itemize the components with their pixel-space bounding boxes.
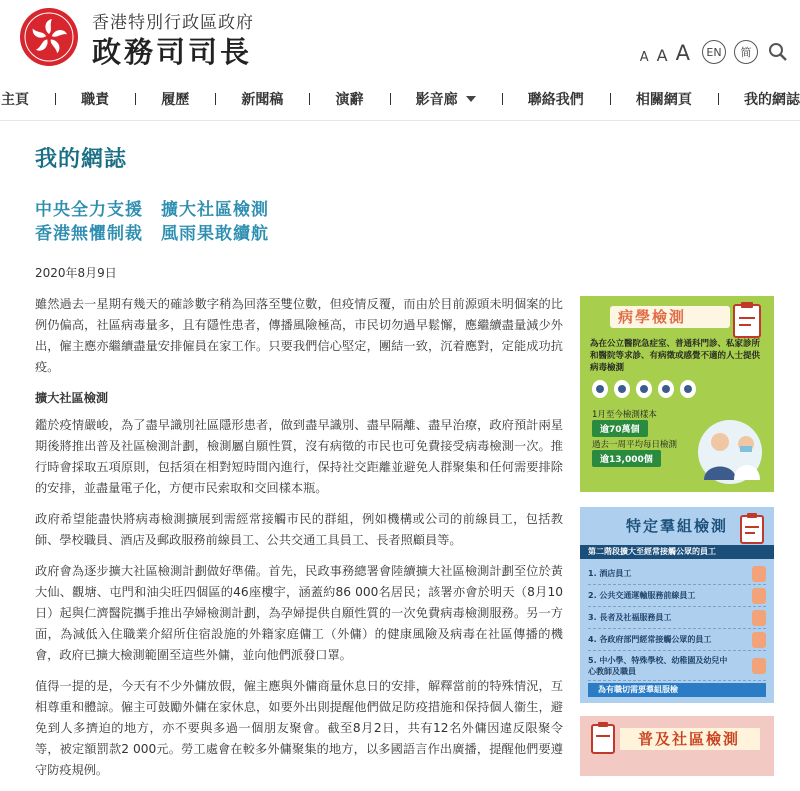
nav-related-links[interactable]: 相關網頁 bbox=[636, 89, 692, 109]
person-icon bbox=[636, 380, 652, 398]
font-size-medium-button[interactable]: A bbox=[657, 48, 668, 64]
nav-duties[interactable]: 職責 bbox=[81, 89, 109, 109]
worker-icon bbox=[752, 658, 766, 674]
nav-media-gallery-label: 影音廊 bbox=[416, 89, 458, 109]
headline-line-1: 中央全力支援 擴大社區檢測 bbox=[35, 198, 269, 222]
government-name: 香港特別行政區政府 bbox=[92, 8, 254, 33]
article-paragraph: 值得一提的是，今天有不少外傭放假，僱主應與外傭商量休息日的安排，解釋當前的特殊情況，互相尊重和體諒。僱主可鼓勵外傭在家休息，如要外出則提醒他們做足防疫措施和保持個人衞生，避免到人多擠迫的地方，亦不要與多過一個朋友聚會。截至8月2日，共有12名外傭因違反限聚令等，被定額罰款2 000元。勞工處會在較多外傭聚集的地方，以多國語言作出廣播，提醒他們要遵守防疫規例。 bbox=[35, 676, 563, 781]
nav-contact-us[interactable]: 聯絡我們 bbox=[528, 89, 584, 109]
targeted-group-testing-card[interactable] bbox=[580, 507, 774, 703]
list-item bbox=[588, 563, 766, 585]
list-item bbox=[588, 607, 766, 629]
headline-line-2: 香港無懼制裁 風雨果敢續航 bbox=[35, 222, 269, 246]
blog-headline bbox=[35, 198, 269, 246]
list-item bbox=[588, 585, 766, 607]
article-body bbox=[35, 294, 563, 791]
card-title: 普及社區檢測 bbox=[638, 728, 740, 750]
list-item-label: 2. 公共交通運輸服務前線員工 bbox=[588, 590, 695, 601]
list-item-label: 4. 各政府部門經常接觸公眾的員工 bbox=[588, 634, 711, 645]
nav-my-blog[interactable]: 我的網誌 bbox=[744, 89, 800, 109]
article-paragraph: 鑑於疫情嚴峻，為了盡早識別社區隱形患者，做到盡早識別、盡早隔離、盡早治療，政府預計兩星期後將推出普及社區檢測計劃，檢測屬自願性質，沒有病徵的市民也可免費接受病毒檢測一次。推行時會採取五項原則，包括須在相對短時間內進行，保持社交距離並避免人群聚集和任何需要排除的安排，並盡量電子化，方便市民索取和交回樣本瓶。 bbox=[35, 415, 563, 499]
nav-media-gallery[interactable] bbox=[416, 89, 476, 109]
stat-value: 逾70萬個 bbox=[592, 420, 648, 437]
list-item-label: 5. 中小學、特殊學校、幼稚園及幼兒中心教師及職員 bbox=[588, 655, 728, 677]
group-list bbox=[588, 563, 766, 681]
article-paragraph: 政府會為逐步擴大社區檢測計劃做好準備。首先，民政事務總署會陸續擴大社區檢測計劃至位於黃大仙、觀塘、屯門和油尖旺四個區的46座樓宇，涵蓋約86 000名居民；該署亦會於明天（8月10日）起與仁濟醫院攜手推出孕婦檢測計劃，為孕婦提供自願性質的一次免費病毒檢測服務。另一方面，為減低入住職業介紹所住宿設施的外籍家庭傭工（外傭）的健康風險及病毒在社區傳播的機會，政府已擴大檢測範圍至這些外傭，並向他們派發口罩。 bbox=[35, 561, 563, 666]
font-size-large-button[interactable]: A bbox=[676, 43, 690, 64]
main-navigation bbox=[0, 84, 800, 114]
pathology-testing-card[interactable] bbox=[580, 296, 774, 492]
worker-icon bbox=[752, 610, 766, 626]
card-description: 為在公立醫院急症室、普通科門診、私家診所和醫院等求診、有病徵或感覺不適的人士提供病毒檢測 bbox=[590, 338, 768, 374]
card-footer: 為有職切需要羣組服檢 bbox=[588, 683, 766, 697]
list-item bbox=[588, 651, 766, 681]
search-button[interactable] bbox=[766, 40, 790, 64]
header-tools bbox=[640, 40, 790, 64]
nav-home[interactable]: 主頁 bbox=[1, 89, 29, 109]
list-item-label: 1. 酒店員工 bbox=[588, 568, 631, 579]
post-date: 2020年8月9日 bbox=[35, 264, 117, 281]
article-paragraph: 政府希望能盡快將病毒檢測擴展到需經常接觸市民的群組，例如機構或公司的前線員工，包括教師、學校職員、酒店及郵政服務前線員工、公共交通工具員工、長者照顧員等。 bbox=[35, 509, 563, 551]
person-icon bbox=[614, 380, 630, 398]
chevron-down-icon bbox=[466, 96, 476, 102]
list-item-label: 3. 長者及社福服務員工 bbox=[588, 612, 671, 623]
clipboard-icon bbox=[736, 511, 770, 545]
universal-community-testing-card[interactable] bbox=[580, 716, 774, 776]
nav-biography[interactable]: 履歷 bbox=[161, 89, 189, 109]
site-header bbox=[0, 0, 800, 84]
worker-icon bbox=[752, 588, 766, 604]
nav-divider-line bbox=[0, 120, 800, 121]
card-subtitle-bar: 第二階段擴大至經常接觸公眾的員工 bbox=[580, 545, 774, 559]
search-icon bbox=[768, 42, 788, 62]
worker-icon bbox=[752, 632, 766, 648]
card-title: 病學檢測 bbox=[618, 306, 686, 328]
doctor-illustration bbox=[690, 414, 770, 490]
people-illustration bbox=[592, 380, 696, 398]
article-subheading: 擴大社區檢測 bbox=[35, 388, 563, 409]
article-paragraph: 雖然過去一星期有幾天的確診數字稍為回落至雙位數，但疫情反覆，而由於目前源頭未明個案的比例仍偏高，社區病毒量多，且有隱性患者，傳播風險極高，市民切勿過早鬆懈，應繼續盡量減少外出，僱主應亦繼續盡量安排僱員在家工作。只要我們信心堅定，團結一致，沉着應對，定能成功抗疫。 bbox=[35, 294, 563, 378]
worker-icon bbox=[752, 566, 766, 582]
office-title[interactable]: 政務司司長 bbox=[92, 30, 252, 71]
person-icon bbox=[592, 380, 608, 398]
clipboard-icon bbox=[730, 300, 766, 340]
nav-press-releases[interactable]: 新聞稿 bbox=[241, 89, 283, 109]
nav-speeches[interactable]: 演辭 bbox=[336, 89, 364, 109]
simplified-chinese-button[interactable]: 简 bbox=[734, 40, 758, 64]
font-size-small-button[interactable]: A bbox=[640, 51, 649, 64]
stat-label: 過去一周平均每日檢測 bbox=[592, 438, 677, 450]
person-icon bbox=[658, 380, 674, 398]
person-icon bbox=[680, 380, 696, 398]
hksar-emblem-logo[interactable] bbox=[18, 6, 80, 68]
list-item bbox=[588, 629, 766, 651]
clipboard-icon bbox=[588, 720, 620, 756]
stat-value: 逾13,000個 bbox=[592, 450, 661, 467]
english-language-button[interactable]: EN bbox=[702, 40, 726, 64]
page-title: 我的網誌 bbox=[35, 142, 127, 173]
stat-label: 1月至今檢測樣本 bbox=[592, 408, 657, 420]
card-title: 特定羣組檢測 bbox=[580, 515, 774, 536]
